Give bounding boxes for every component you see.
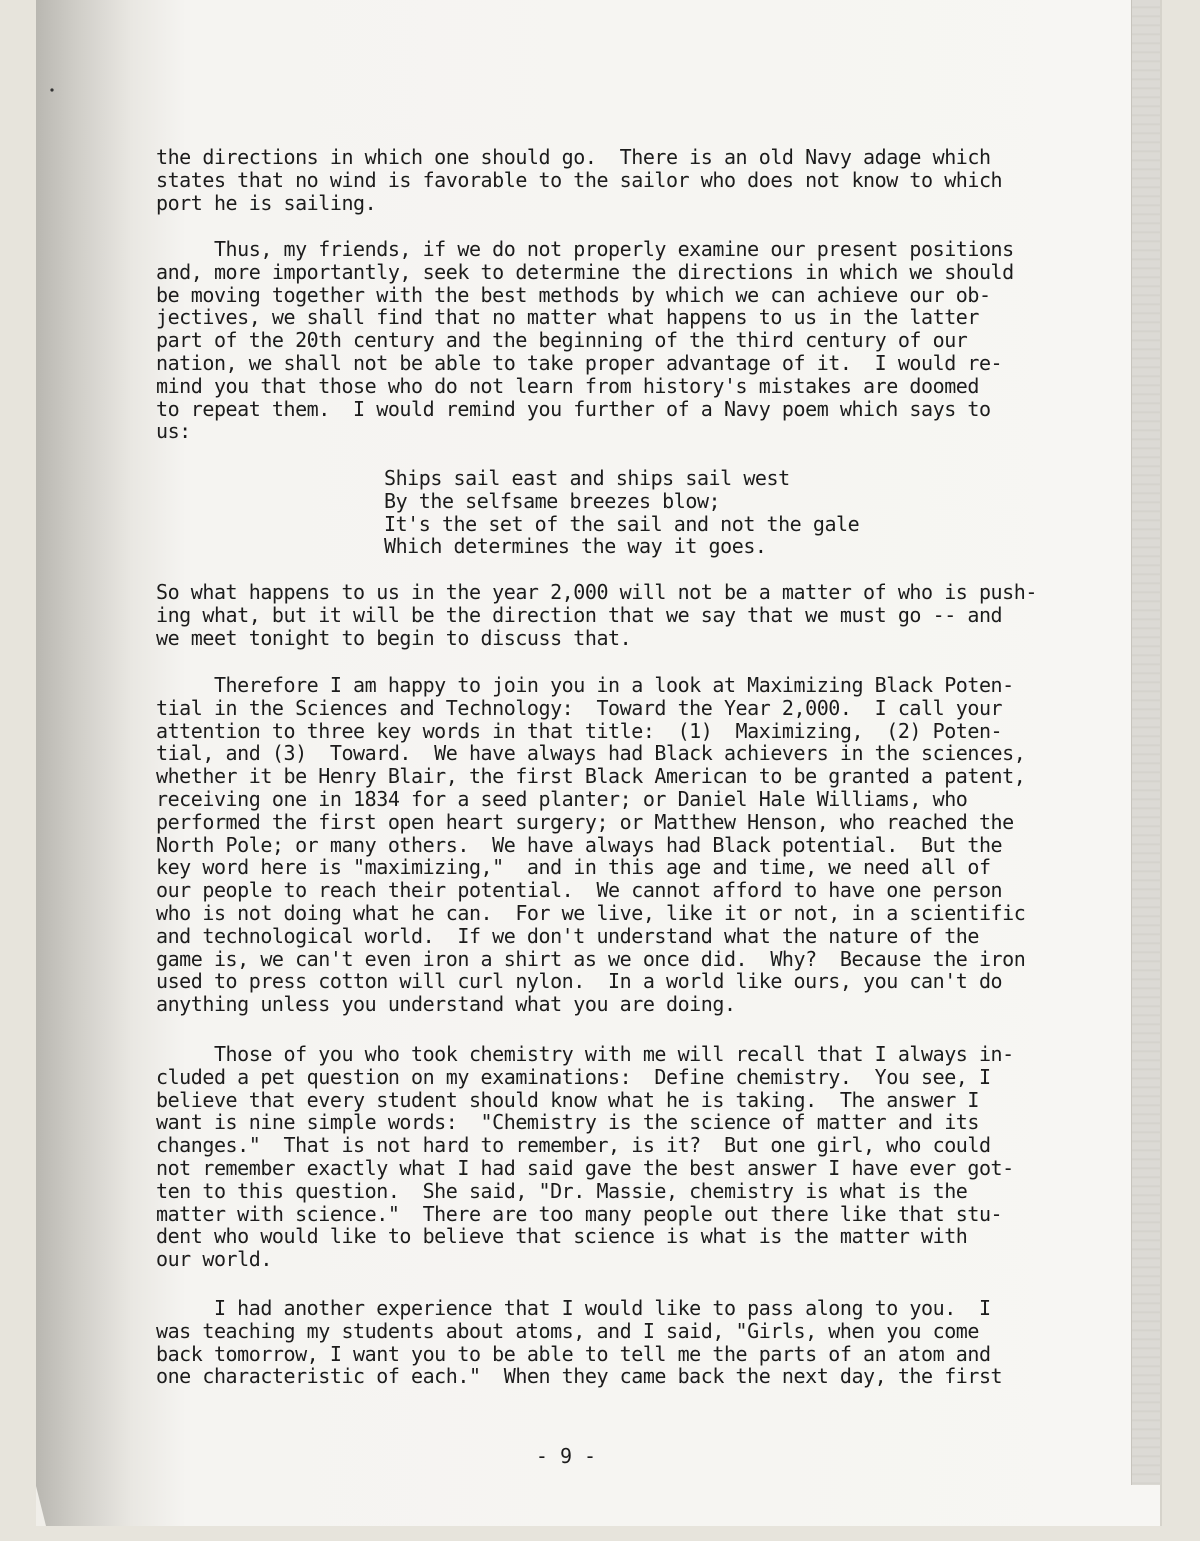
document-page [36,0,1160,1526]
paragraph-5: Those of you who took chemistry with me will recall that I always in- cluded a pet question on my examinations: Define chemistry. You see, I believe that every student should know what he is taking. The answer I want is nine simple words: "Chemistry is the science of matter and its changes." That is not hard to remember, is it? But one girl, who could not remember exactly what I had said gave the best answer I have ever got- ten to this question. She said, "Dr. Massie, chemistry is what is the matter with science." There are too many people out there like that stu- dent who would like to believe that science is what is the matter with our world. [156,1042,1014,1272]
stray-dot [50,88,53,91]
paragraph-6: I had another experience that I would like to pass along to you. I was teaching my students about atoms, and I said, "Girls, when you come back tomorrow, I want you to be able to tell me the parts of an atom and one characteristic of each." When they came back the next day, the first [156,1296,1003,1389]
paragraph-2: Thus, my friends, if we do not properly examine our present positions and, more importantly, seek to determine the directions in which we should be moving together with the best methods by which we can achieve our ob- jectives, we shall find that no matter what happens to us in the latter part of the 20th century and the beginning of the third century of our nation, we shall not be able to take proper advantage of it. I would re- mind you that those who do not learn from history's mistakes are doomed to repeat them. I would remind you further of a Navy poem which says to us: [156,237,1014,444]
corner-fold [36,1486,46,1526]
page-edge-strip [1131,0,1160,1485]
paragraph-4: Therefore I am happy to join you in a look at Maximizing Black Poten- tial in the Sciences and Technology: Toward the Year 2,000. I call your attention to three key words in that title: (1) Maximizing, (2) Poten- tial, and (3) Toward. We have always had Black achievers in the sciences, whether it be Henry Blair, the first Black American to be granted a patent, receiving one in 1834 for a seed planter; or Daniel Hale Williams, who performed the first open heart surgery; or Matthew Henson, who reached the North Pole; or many others. We have always had Black potential. But the key word here is "maximizing," and in this age and time, we need all of our people to reach their potential. We cannot afford to have one person who is not doing what he can. For we live, like it or not, in a scientific and technological world. If we don't understand what the nature of the game is, we can't even iron a shirt as we once did. Why? Because the iron used to press cotton will curl nylon. In a world like ours, you can't do anything unless you understand what you are doing. [156,673,1026,1017]
page-number: - 9 - [535,1444,597,1468]
paragraph-3: So what happens to us in the year 2,000 will not be a matter of who is push- ing what, but it will be the direction that we say that we must go -- and we meet tonight to begin to discuss that. [156,580,1037,650]
paragraph-1: the directions in which one should go. There is an old Navy adage which states that no wind is favorable to the sailor who does not know to which port he is sailing. [156,145,1003,215]
navy-poem: Ships sail east and ships sail west By the selfsame breezes blow; It's the set of the sail and not the gale Which determines the way it goes. [384,466,860,559]
